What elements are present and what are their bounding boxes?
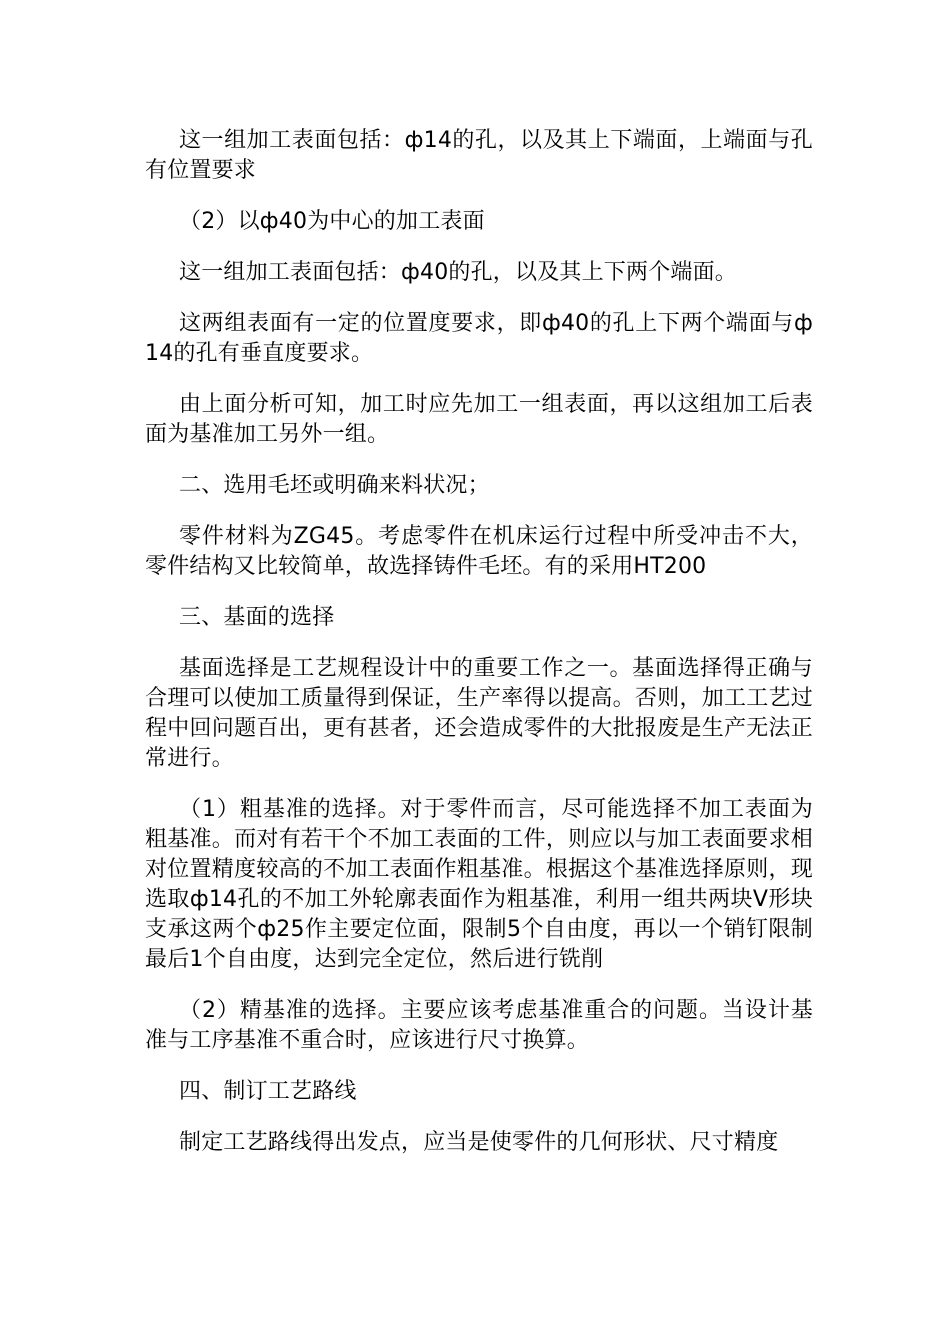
paragraph-fine-datum: （2）精基准的选择。主要应该考虑基准重合的问题。当设计基准与工序基准不重合时，应该进行尺寸换算。 xyxy=(145,998,813,1053)
paragraph-datum-importance: 基面选择是工艺规程设计中的重要工作之一。基面选择得正确与合理可以使加工质量得到保证，生产率得以提高。否则，加工工艺过程中回问题百出，更有甚者，还会造成零件的大批报废是生产无法正常进行。 xyxy=(145,656,813,771)
paragraph-process-route: 制定工艺路线得出发点，应当是使零件的几何形状、尺寸精度 xyxy=(179,1130,779,1155)
paragraph-material: 零件材料为ZG45。考虑零件在机床运行过程中所受冲击不大，零件结构又比较简单，故选择铸件毛坯。有的采用HT200 xyxy=(145,524,813,579)
subheading-phi40-center: （2）以ф40为中心的加工表面 xyxy=(179,209,485,234)
section-heading-process-route: 四、制订工艺路线 xyxy=(179,1079,357,1104)
paragraph-hole40-surfaces: 这一组加工表面包括：ф40的孔，以及其上下两个端面。 xyxy=(179,260,738,285)
paragraph-analysis-conclusion: 由上面分析可知，加工时应先加工一组表面，再以这组加工后表面为基准加工另外一组。 xyxy=(145,392,813,447)
section-heading-datum-selection: 三、基面的选择 xyxy=(179,605,335,630)
paragraph-hole14-surfaces: 这一组加工表面包括：ф14的孔，以及其上下端面，上端面与孔有位置要求 xyxy=(145,128,813,183)
paragraph-position-requirements: 这两组表面有一定的位置度要求，即ф40的孔上下两个端面与ф14的孔有垂直度要求。 xyxy=(145,311,813,366)
paragraph-rough-datum: （1）粗基准的选择。对于零件而言，尽可能选择不加工表面为粗基准。而对有若干个不加工表面的工件，则应以与加工表面要求相对位置精度较高的不加工表面作粗基准。根据这个基准选择原则，现选取ф14孔的不加工外轮廓表面作为粗基准，利用一组共两块V形块支承这两个ф25作主要定位面，限制5个自由度，再以一个销钉限制最后1个自由度，达到完全定位，然后进行铣削 xyxy=(145,797,813,972)
section-heading-blank-selection: 二、选用毛坯或明确来料状况； xyxy=(179,473,490,498)
document-body xyxy=(145,126,813,1179)
